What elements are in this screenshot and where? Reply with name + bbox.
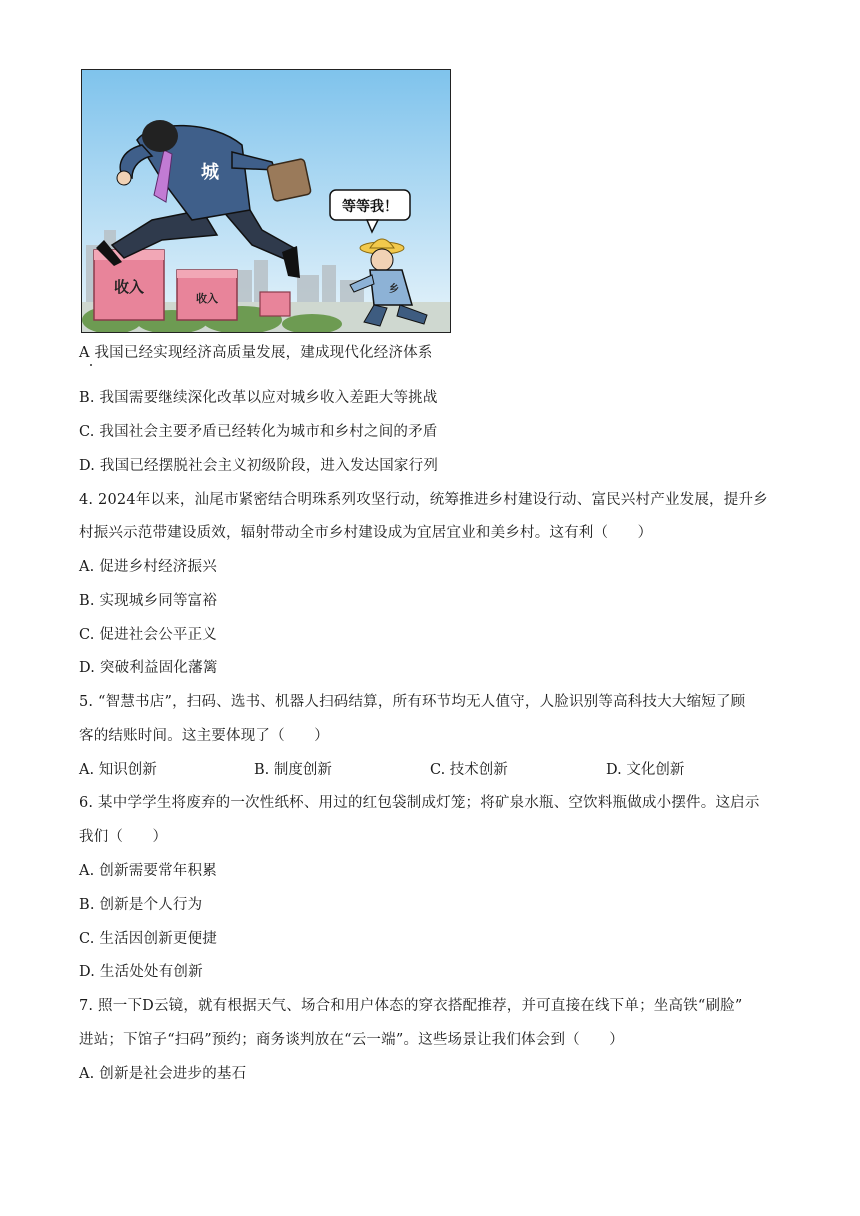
village-label: 乡 [389,284,399,295]
q5-option-d: D. 文化创新 [606,762,685,778]
q3-option-a: A 我国已经实现经济高质量发展，建成现代化经济体系 [79,345,433,361]
cartoon-illustration [81,69,451,333]
q4-option-d: D. 突破利益固化藩篱 [79,660,218,676]
box-label-2: 收入 [196,292,218,305]
q5-options-row [79,760,779,780]
q5-option-c: C. 技术创新 [430,762,508,778]
box-label-1: 收入 [113,278,145,296]
q3-option-b: B. 我国需要继续深化改革以应对城乡收入差距大等挑战 [79,390,438,406]
q7-stem-line2: 进站；下馆子“扫码”预约；商务谈判放在“云一端”。这些场景让我们体会到（ ） [79,1032,624,1048]
q7-stem-line1: 7. 照一下D云镜，就有根据天气、场合和用户体态的穿衣搭配推荐，并可直接在线下单；坐高铁“刷脸” [79,998,743,1014]
speech-text: 等等我！ [342,199,398,215]
q4-stem-line1: 4. 2024年以来，汕尾市紧密结合明珠系列攻坚行动，统筹推进乡村建设行动、富民兴村产业发展，提升乡 [79,492,768,508]
cartoon-svg [82,70,451,333]
q6-stem-line1: 6. 某中学学生将废弃的一次性纸杯、用过的红包袋制成灯笼；将矿泉水瓶、空饮料瓶做成小摆件。这启示 [79,795,760,811]
city-label: 城 [201,162,219,183]
q3-option-d: D. 我国已经摆脱社会主义初级阶段，进入发达国家行列 [79,458,439,474]
q6-option-d: D. 生活处处有创新 [79,964,203,980]
q3-option-c: C. 我国社会主要矛盾已经转化为城市和乡村之间的矛盾 [79,424,438,440]
q6-option-b: B. 创新是个人行为 [79,897,203,913]
q5-option-a: A. 知识创新 [79,762,157,778]
q4-option-a: A. 促进乡村经济振兴 [79,559,217,575]
q5-stem-line1: 5. “智慧书店”，扫码、选书、机器人扫码结算，所有环节均无人值守，人脸识别等高科技大大缩短了顾 [79,694,746,710]
q7-option-a: A. 创新是社会进步的基石 [79,1066,247,1082]
q4-option-b: B. 实现城乡同等富裕 [79,593,218,609]
q4-option-c: C. 促进社会公平正义 [79,627,217,643]
stray-dot [90,364,92,366]
q6-stem-line2: 我们（ ） [79,829,168,845]
q4-stem-line2: 村振兴示范带建设质效，辐射带动全市乡村建设成为宜居宜业和美乡村。这有利（ ） [79,525,653,541]
q5-option-b: B. 制度创新 [254,762,332,778]
q6-option-a: A. 创新需要常年积累 [79,863,217,879]
q6-option-c: C. 生活因创新更便捷 [79,931,217,947]
q5-stem-line2: 客的结账时间。这主要体现了（ ） [79,728,329,744]
